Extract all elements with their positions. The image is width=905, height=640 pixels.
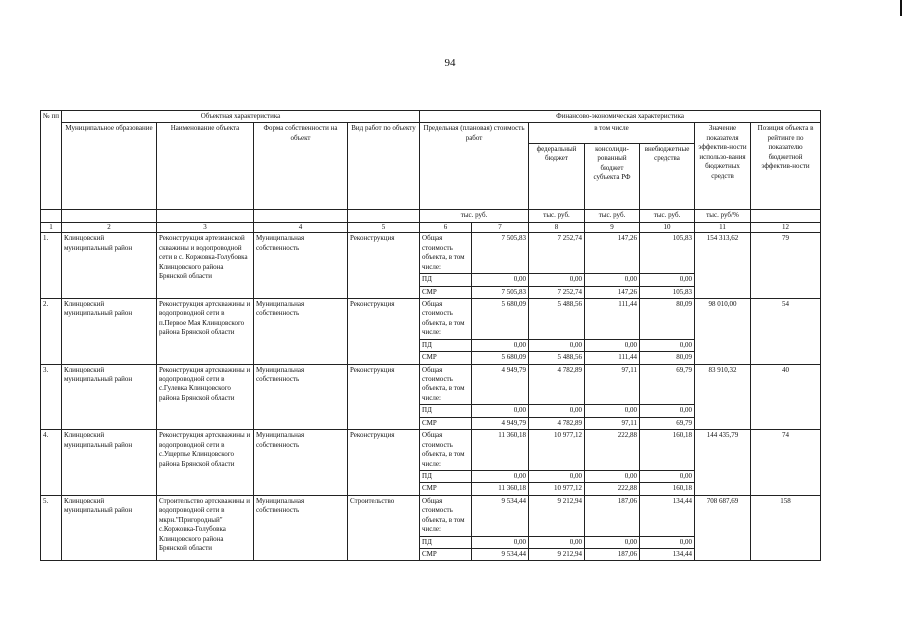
consolidated-cell: 111,44 xyxy=(585,298,640,339)
federal-cell: 9 212,94 xyxy=(529,495,585,536)
total-cost-cell: 0,00 xyxy=(472,405,529,417)
ownership-cell: Муниципальная собственность xyxy=(254,495,348,561)
federal-cell: 5 488,56 xyxy=(529,298,585,339)
federal-cell: 0,00 xyxy=(529,470,585,482)
consolidated-cell: 222,88 xyxy=(585,430,640,471)
object-name-cell: Реконструкция артскважины и водопроводной сети в п.Первое Мая Клинцовского района Брянской области xyxy=(157,298,254,364)
total-cost-cell: 5 680,09 xyxy=(472,298,529,339)
extra-cell: 134,44 xyxy=(640,549,695,561)
col-number: 4 xyxy=(254,222,348,232)
finance-group-header: Финансово-экономическая характеристика xyxy=(420,111,821,123)
cost-label-cell: ПД xyxy=(420,339,472,351)
cost-label-cell: СМР xyxy=(420,352,472,364)
col-number: 7 xyxy=(472,222,529,232)
col-number: 2 xyxy=(62,222,157,232)
federal-cell: 5 488,56 xyxy=(529,352,585,364)
ownership-cell: Муниципальная собственность xyxy=(254,430,348,496)
total-cost-cell: 9 534,44 xyxy=(472,549,529,561)
cost-label-cell: Общая стоимость объекта, в том числе: xyxy=(420,233,472,274)
unit-federal: тыс. руб. xyxy=(529,210,585,222)
cost-label-cell: Общая стоимость объекта, в том числе: xyxy=(420,495,472,536)
row-number: 5. xyxy=(41,495,62,561)
col-num-header: № пп xyxy=(41,111,62,210)
municipality-cell: Клинцовский муниципальный район xyxy=(62,495,157,561)
consolidated-cell: 111,44 xyxy=(585,352,640,364)
position-cell: 54 xyxy=(751,298,821,364)
limit-cost-header: Предельная (плановая) стоимость работ xyxy=(420,123,529,210)
table-row xyxy=(41,233,821,274)
federal-cell: 7 252,74 xyxy=(529,233,585,274)
position-header: Позиция объекта в рейтинге по показателю бюджетной эффектив-ности xyxy=(751,123,821,210)
consolidated-cell: 187,06 xyxy=(585,495,640,536)
cost-label-cell: СМР xyxy=(420,483,472,495)
indicator-cell: 98 010,00 xyxy=(695,298,751,364)
position-cell: 158 xyxy=(751,495,821,561)
col-number: 10 xyxy=(640,222,695,232)
extrabudget-header: внебюджетные средства xyxy=(640,143,695,210)
total-cost-cell: 0,00 xyxy=(472,339,529,351)
total-cost-cell: 7 505,83 xyxy=(472,233,529,274)
unit-extra: тыс. руб. xyxy=(640,210,695,222)
federal-cell: 9 212,94 xyxy=(529,549,585,561)
cost-label-cell: Общая стоимость объекта, в том числе: xyxy=(420,430,472,471)
cost-label-cell: Общая стоимость объекта, в том числе: xyxy=(420,364,472,405)
ownership-cell: Муниципальная собственность xyxy=(254,298,348,364)
federal-cell: 7 252,74 xyxy=(529,286,585,298)
table-row xyxy=(41,430,821,471)
extra-cell: 160,18 xyxy=(640,430,695,471)
municipality-cell: Клинцовский муниципальный район xyxy=(62,298,157,364)
extra-cell: 0,00 xyxy=(640,470,695,482)
unit-limit: тыс. руб. xyxy=(420,210,529,222)
header-group-row xyxy=(41,111,821,123)
consolidated-cell: 0,00 xyxy=(585,405,640,417)
federal-cell: 0,00 xyxy=(529,274,585,286)
extra-cell: 80,09 xyxy=(640,352,695,364)
extra-cell: 0,00 xyxy=(640,536,695,548)
federal-cell: 4 782,89 xyxy=(529,364,585,405)
col-number: 12 xyxy=(751,222,821,232)
extra-cell: 105,83 xyxy=(640,233,695,274)
col-number: 5 xyxy=(348,222,420,232)
municipality-cell: Клинцовский муниципальный район xyxy=(62,430,157,496)
indicator-cell: 83 910,32 xyxy=(695,364,751,430)
consolidated-cell: 97,11 xyxy=(585,364,640,405)
col-number: 6 xyxy=(420,222,472,232)
federal-cell: 4 782,89 xyxy=(529,417,585,429)
position-cell: 40 xyxy=(751,364,821,430)
work-type-cell: Строительство xyxy=(348,495,420,561)
object-name-cell: Реконструкция артскважины и водопроводной сети в с.Ущерпье Клинцовского района Брянской области xyxy=(157,430,254,496)
cost-label-cell: ПД xyxy=(420,405,472,417)
total-cost-cell: 11 360,18 xyxy=(472,483,529,495)
object-name-cell: Строительство артскважины и водопроводной сети в мкрн."Пригородный" с.Коржовка-Голубовка Клинцовского района Брянской области xyxy=(157,495,254,561)
work-type-cell: Реконструкция xyxy=(348,430,420,496)
consolidated-cell: 0,00 xyxy=(585,339,640,351)
cost-label-cell: ПД xyxy=(420,536,472,548)
unit-consolidated: тыс. руб. xyxy=(585,210,640,222)
consolidated-cell: 0,00 xyxy=(585,274,640,286)
cost-label-cell: Общая стоимость объекта, в том числе: xyxy=(420,298,472,339)
including-header: в том числе xyxy=(529,123,695,143)
ownership-cell: Муниципальная собственность xyxy=(254,233,348,299)
consolidated-cell: 147,26 xyxy=(585,233,640,274)
work-type-header: Вид работ по объекту xyxy=(348,123,420,210)
row-number: 1. xyxy=(41,233,62,299)
municipality-cell: Клинцовский муниципальный район xyxy=(62,364,157,430)
col-number: 11 xyxy=(695,222,751,232)
table-row xyxy=(41,364,821,405)
extra-cell: 69,79 xyxy=(640,417,695,429)
extra-cell: 0,00 xyxy=(640,274,695,286)
col-number: 3 xyxy=(157,222,254,232)
column-numbers-row xyxy=(41,222,821,232)
cost-label-cell: СМР xyxy=(420,417,472,429)
financial-table xyxy=(40,110,821,561)
extra-cell: 69,79 xyxy=(640,364,695,405)
ownership-header: Форма собственности на объект xyxy=(254,123,348,210)
cost-label-cell: ПД xyxy=(420,470,472,482)
scan-edge-mark xyxy=(900,0,902,16)
col-number: 9 xyxy=(585,222,640,232)
table-row xyxy=(41,495,821,536)
extra-cell: 0,00 xyxy=(640,339,695,351)
col-number: 8 xyxy=(529,222,585,232)
object-group-header: Объектная характеристика xyxy=(62,111,420,123)
municipality-header: Муниципальное образование xyxy=(62,123,157,210)
col-number: 1 xyxy=(41,222,62,232)
extra-cell: 105,83 xyxy=(640,286,695,298)
work-type-cell: Реконструкция xyxy=(348,364,420,430)
row-number: 2. xyxy=(41,298,62,364)
consolidated-cell: 0,00 xyxy=(585,470,640,482)
row-number: 4. xyxy=(41,430,62,496)
consolidated-cell: 222,88 xyxy=(585,483,640,495)
municipality-cell: Клинцовский муниципальный район xyxy=(62,233,157,299)
federal-cell: 10 977,12 xyxy=(529,430,585,471)
federal-cell: 0,00 xyxy=(529,536,585,548)
federal-cell: 0,00 xyxy=(529,339,585,351)
indicator-cell: 144 435,79 xyxy=(695,430,751,496)
work-type-cell: Реконструкция xyxy=(348,233,420,299)
object-name-header: Наименование объекта xyxy=(157,123,254,210)
consolidated-header: консолиди-рованный бюджет субъекта РФ xyxy=(585,143,640,210)
total-cost-cell: 0,00 xyxy=(472,274,529,286)
extra-cell: 160,18 xyxy=(640,483,695,495)
cost-label-cell: ПД xyxy=(420,274,472,286)
total-cost-cell: 0,00 xyxy=(472,536,529,548)
position-cell: 74 xyxy=(751,430,821,496)
total-cost-cell: 7 505,83 xyxy=(472,286,529,298)
total-cost-cell: 4 949,79 xyxy=(472,364,529,405)
extra-cell: 0,00 xyxy=(640,405,695,417)
indicator-cell: 708 687,69 xyxy=(695,495,751,561)
consolidated-cell: 97,11 xyxy=(585,417,640,429)
total-cost-cell: 11 360,18 xyxy=(472,430,529,471)
total-cost-cell: 0,00 xyxy=(472,470,529,482)
federal-header: федеральный бюджет xyxy=(529,143,585,210)
indicator-cell: 154 313,62 xyxy=(695,233,751,299)
cost-label-cell: СМР xyxy=(420,549,472,561)
total-cost-cell: 4 949,79 xyxy=(472,417,529,429)
extra-cell: 134,44 xyxy=(640,495,695,536)
consolidated-cell: 147,26 xyxy=(585,286,640,298)
ownership-cell: Муниципальная собственность xyxy=(254,364,348,430)
object-name-cell: Реконструкция артскважины и водопроводной сети в с.Гулевка Клинцовского района Брянской области xyxy=(157,364,254,430)
row-number: 3. xyxy=(41,364,62,430)
total-cost-cell: 9 534,44 xyxy=(472,495,529,536)
cost-label-cell: СМР xyxy=(420,286,472,298)
unit-indicator: тыс. руб/% xyxy=(695,210,751,222)
header-detail-row xyxy=(41,123,821,143)
object-name-cell: Реконструкция артезианской скважины и водопроводной сети в с. Коржовка-Голубовка Клинцовского района Брянской области xyxy=(157,233,254,299)
federal-cell: 0,00 xyxy=(529,405,585,417)
federal-cell: 10 977,12 xyxy=(529,483,585,495)
position-cell: 79 xyxy=(751,233,821,299)
indicator-header: Значение показателя эффектив-ности использо-вания бюджетных средств xyxy=(695,123,751,210)
units-row xyxy=(41,210,821,222)
page-number: 94 xyxy=(444,57,456,69)
total-cost-cell: 5 680,09 xyxy=(472,352,529,364)
table-row xyxy=(41,298,821,339)
consolidated-cell: 0,00 xyxy=(585,536,640,548)
consolidated-cell: 187,06 xyxy=(585,549,640,561)
work-type-cell: Реконструкция xyxy=(348,298,420,364)
extra-cell: 80,09 xyxy=(640,298,695,339)
